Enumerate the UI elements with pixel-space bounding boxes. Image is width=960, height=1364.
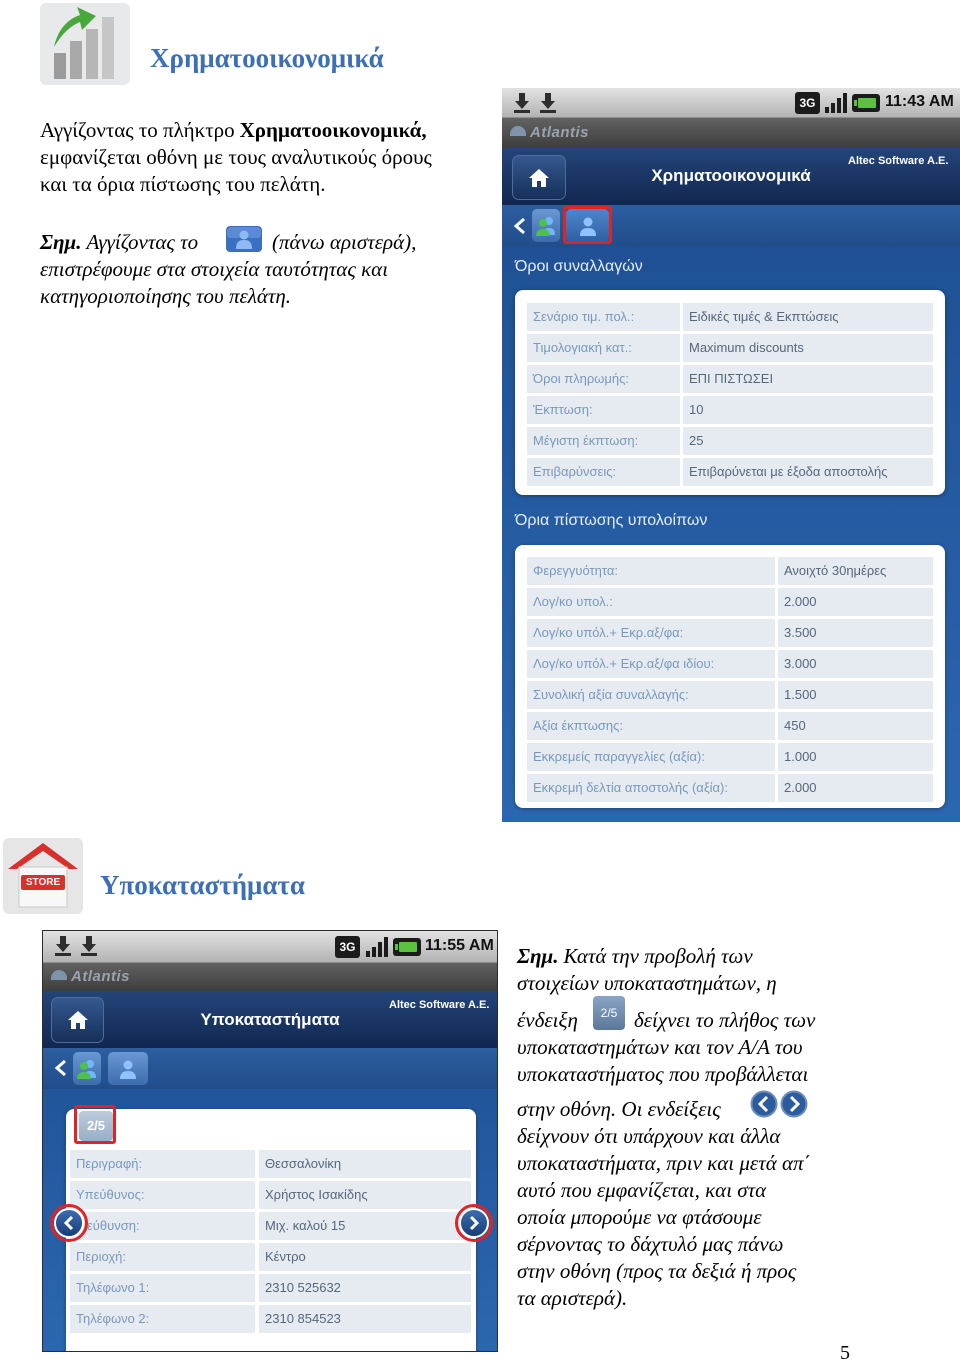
credit-table bbox=[515, 545, 945, 808]
credit-value: 1.000 bbox=[778, 743, 933, 771]
note-line-1a bbox=[40, 229, 198, 256]
terms-label: Μέγιστη έκπτωση: bbox=[527, 427, 680, 455]
company-name: Altec Software A.E. bbox=[389, 999, 490, 1011]
terms-label: Όροι πληρωμής: bbox=[527, 365, 680, 393]
branch-note-line-12: στην οθόνη (προς τα δεξιά ή προς bbox=[517, 1259, 797, 1283]
branch-note-line-2: στοιχείων υποκαταστημάτων, η bbox=[517, 971, 777, 995]
credit-section-title: Όρια πίστωσης υπολοίπων bbox=[515, 512, 708, 529]
credit-value: 1.500 bbox=[778, 681, 933, 709]
credit-label: Λογ/κο υπόλ.+ Εκρ.αξ/φα ιδίου: bbox=[527, 650, 775, 678]
branch-value: 2310 525632 bbox=[259, 1274, 471, 1302]
credit-value: 3.000 bbox=[778, 650, 933, 678]
credit-label: Φερεγγυότητα: bbox=[527, 557, 775, 585]
note-line-2: επιστρέφουμε στα στοιχεία ταυτότητας και bbox=[40, 257, 389, 281]
branch-label: Υπεύθυνος: bbox=[70, 1181, 255, 1209]
branch-label: Τηλέφωνο 2: bbox=[70, 1305, 255, 1333]
intro-keyword: Χρηματοοικονομικά, bbox=[239, 118, 427, 142]
prev-next-arrows-icon bbox=[750, 1090, 808, 1118]
battery-icon bbox=[393, 936, 421, 958]
branch-note-line-13: τα αριστερά). bbox=[517, 1286, 628, 1310]
branch-note-line-3a: ένδειξη bbox=[517, 1008, 578, 1032]
network-3g-icon: 3G bbox=[335, 936, 360, 958]
signal-icon bbox=[824, 92, 848, 114]
status-bar bbox=[502, 88, 960, 118]
credit-label: Αξία έκπτωσης: bbox=[527, 712, 775, 740]
app-header bbox=[43, 991, 497, 1048]
customer-info-tab[interactable] bbox=[532, 209, 560, 242]
note-label: Σημ. bbox=[40, 230, 82, 254]
branch-card bbox=[66, 1109, 476, 1352]
branch-label: Τηλέφωνο 1: bbox=[70, 1274, 255, 1302]
credit-label: Εκκρεμείς παραγγελίες (αξία): bbox=[527, 743, 775, 771]
intro-text: Αγγίζοντας το πλήκτρο bbox=[40, 118, 235, 142]
customer-blue-icon bbox=[119, 1059, 137, 1079]
network-3g-icon: 3G bbox=[795, 92, 820, 114]
customer-green-icon bbox=[76, 1059, 98, 1079]
terms-section-title: Όροι συναλλαγών bbox=[515, 258, 643, 275]
signal-icon bbox=[365, 936, 389, 958]
customer-card-icon bbox=[226, 226, 262, 252]
branch-note-line-7: δείχνουν ότι υπάρχουν και άλλα bbox=[517, 1124, 781, 1148]
terms-label: Τιμολογιακή κατ.: bbox=[527, 334, 680, 362]
status-time: 11:55 AM bbox=[425, 937, 494, 954]
terms-value: Maximum discounts bbox=[683, 334, 933, 362]
logo-mark bbox=[510, 126, 526, 136]
app-header bbox=[502, 148, 960, 205]
branch-note-line-9: αυτό που εμφανίζεται, και στα bbox=[517, 1178, 767, 1202]
credit-value: 450 bbox=[778, 712, 933, 740]
customer-green-icon bbox=[535, 216, 557, 236]
highlight-ring bbox=[455, 1204, 493, 1242]
terms-value: 10 bbox=[683, 396, 933, 424]
back-chevron-icon[interactable] bbox=[53, 1059, 69, 1077]
branch-note-line-10: οποία μπορούμε να φτάσουμε bbox=[517, 1205, 762, 1229]
branch-note-line-6: στην οθόνη. Οι ενδείξεις bbox=[517, 1097, 721, 1121]
app-logo: Atlantis bbox=[530, 124, 590, 141]
company-name: Altec Software A.E. bbox=[848, 155, 949, 167]
credit-label: Λογ/κο υπολ.: bbox=[527, 588, 775, 616]
terms-label: Έκπτωση: bbox=[527, 396, 680, 424]
credit-label: Συνολική αξία συναλλαγής: bbox=[527, 681, 775, 709]
terms-value: ΕΠΙ ΠΙΣΤΩΣΕΙ bbox=[683, 365, 933, 393]
status-bar bbox=[43, 931, 497, 963]
screen-title: Χρηματοοικονομικά bbox=[651, 166, 811, 185]
status-time: 11:43 AM bbox=[885, 93, 954, 110]
branch-note-line-5: υποκαταστήματος που προβάλλεται bbox=[517, 1062, 809, 1086]
terms-label: Σενάριο τιμ. πολ.: bbox=[527, 303, 680, 331]
counter-icon bbox=[593, 996, 625, 1030]
credit-value: 2.000 bbox=[778, 774, 933, 802]
page-number: 5 bbox=[840, 1342, 850, 1364]
credit-label: Εκκρεμή δελτία αποστολής (αξία): bbox=[527, 774, 775, 802]
branch-value: Μιχ. καλού 15 bbox=[259, 1212, 471, 1240]
branch-note-label: Σημ. bbox=[517, 944, 559, 968]
customer-info-tab[interactable] bbox=[73, 1052, 101, 1085]
branch-note-line-4: υποκαταστημάτων και τον Α/Α του bbox=[517, 1035, 803, 1059]
terms-table bbox=[515, 290, 945, 495]
logo-mark bbox=[51, 970, 67, 980]
branch-note-line-8: υποκαταστήματα, πριν και μετά απ΄ bbox=[517, 1151, 811, 1175]
terms-value: Επιβαρύνεται με έξοδα αποστολής bbox=[683, 458, 933, 486]
intro-line-1 bbox=[40, 117, 427, 144]
app-logo-strip bbox=[43, 963, 497, 991]
back-chevron-icon[interactable] bbox=[512, 217, 528, 235]
branch-counter-badge: 2/5 bbox=[79, 1111, 113, 1141]
branch-note-text: Κατά την προβολή των bbox=[563, 944, 753, 968]
app-toolbar bbox=[502, 205, 960, 247]
note-line-1b: (πάνω αριστερά), bbox=[272, 230, 417, 254]
terms-label: Επιβαρύνσεις: bbox=[527, 458, 680, 486]
customer-finance-tab[interactable] bbox=[108, 1052, 148, 1085]
page-title-branches: Υποκαταστήματα bbox=[100, 870, 305, 900]
finance-chart-icon bbox=[40, 3, 130, 85]
highlight-ring bbox=[50, 1204, 88, 1242]
terms-value: Ειδικές τιμές & Εκπτώσεις bbox=[683, 303, 933, 331]
credit-value: 3.500 bbox=[778, 619, 933, 647]
branch-value: Θεσσαλονίκη bbox=[259, 1150, 471, 1178]
intro-line-2: εμφανίζεται οθόνη με τους αναλυτικούς όρους bbox=[40, 145, 432, 169]
credit-label: Λογ/κο υπόλ.+ Εκρ.αξ/φα: bbox=[527, 619, 775, 647]
app-logo: Atlantis bbox=[71, 968, 131, 985]
download-icon bbox=[512, 92, 564, 114]
branch-label: Περιοχή: bbox=[70, 1243, 255, 1271]
branches-screen bbox=[42, 930, 498, 1352]
credit-value: Ανοιχτό 30ημέρες bbox=[778, 557, 933, 585]
page-title-finance: Χρηματοοικονομικά bbox=[150, 43, 384, 73]
highlight-frame bbox=[563, 206, 612, 244]
branch-value: Χρήστος Ισακίδης bbox=[259, 1181, 471, 1209]
credit-value: 2.000 bbox=[778, 588, 933, 616]
terms-value: 25 bbox=[683, 427, 933, 455]
store-icon bbox=[3, 838, 83, 914]
app-toolbar bbox=[43, 1048, 497, 1089]
screen-title: Υποκαταστήματα bbox=[200, 1010, 340, 1029]
branch-label: εύθυνση: bbox=[70, 1212, 255, 1240]
branch-note-line-3b: δείχνει το πλήθος των bbox=[634, 1008, 816, 1032]
download-icon bbox=[53, 935, 105, 957]
branch-value: 2310 854523 bbox=[259, 1305, 471, 1333]
note-text: Αγγίζοντας το bbox=[86, 230, 199, 254]
battery-icon bbox=[852, 92, 880, 114]
store-icon-label: STORE bbox=[25, 877, 61, 888]
note-line-3: κατηγοριοποίησης του πελάτη. bbox=[40, 284, 292, 308]
finance-screen bbox=[502, 88, 960, 822]
branch-label: Περιγραφή: bbox=[70, 1150, 255, 1178]
app-logo-strip bbox=[502, 118, 960, 148]
counter-icon-text: 2/5 bbox=[600, 1006, 618, 1020]
intro-line-3: και τα όρια πίστωσης του πελάτη. bbox=[40, 172, 326, 196]
branch-note-line-11: σέρνοντας το δάχτυλό μας πάνω bbox=[517, 1232, 784, 1256]
branch-value: Κέντρο bbox=[259, 1243, 471, 1271]
branch-note-line-1 bbox=[517, 943, 753, 970]
highlight-frame bbox=[74, 1105, 116, 1144]
